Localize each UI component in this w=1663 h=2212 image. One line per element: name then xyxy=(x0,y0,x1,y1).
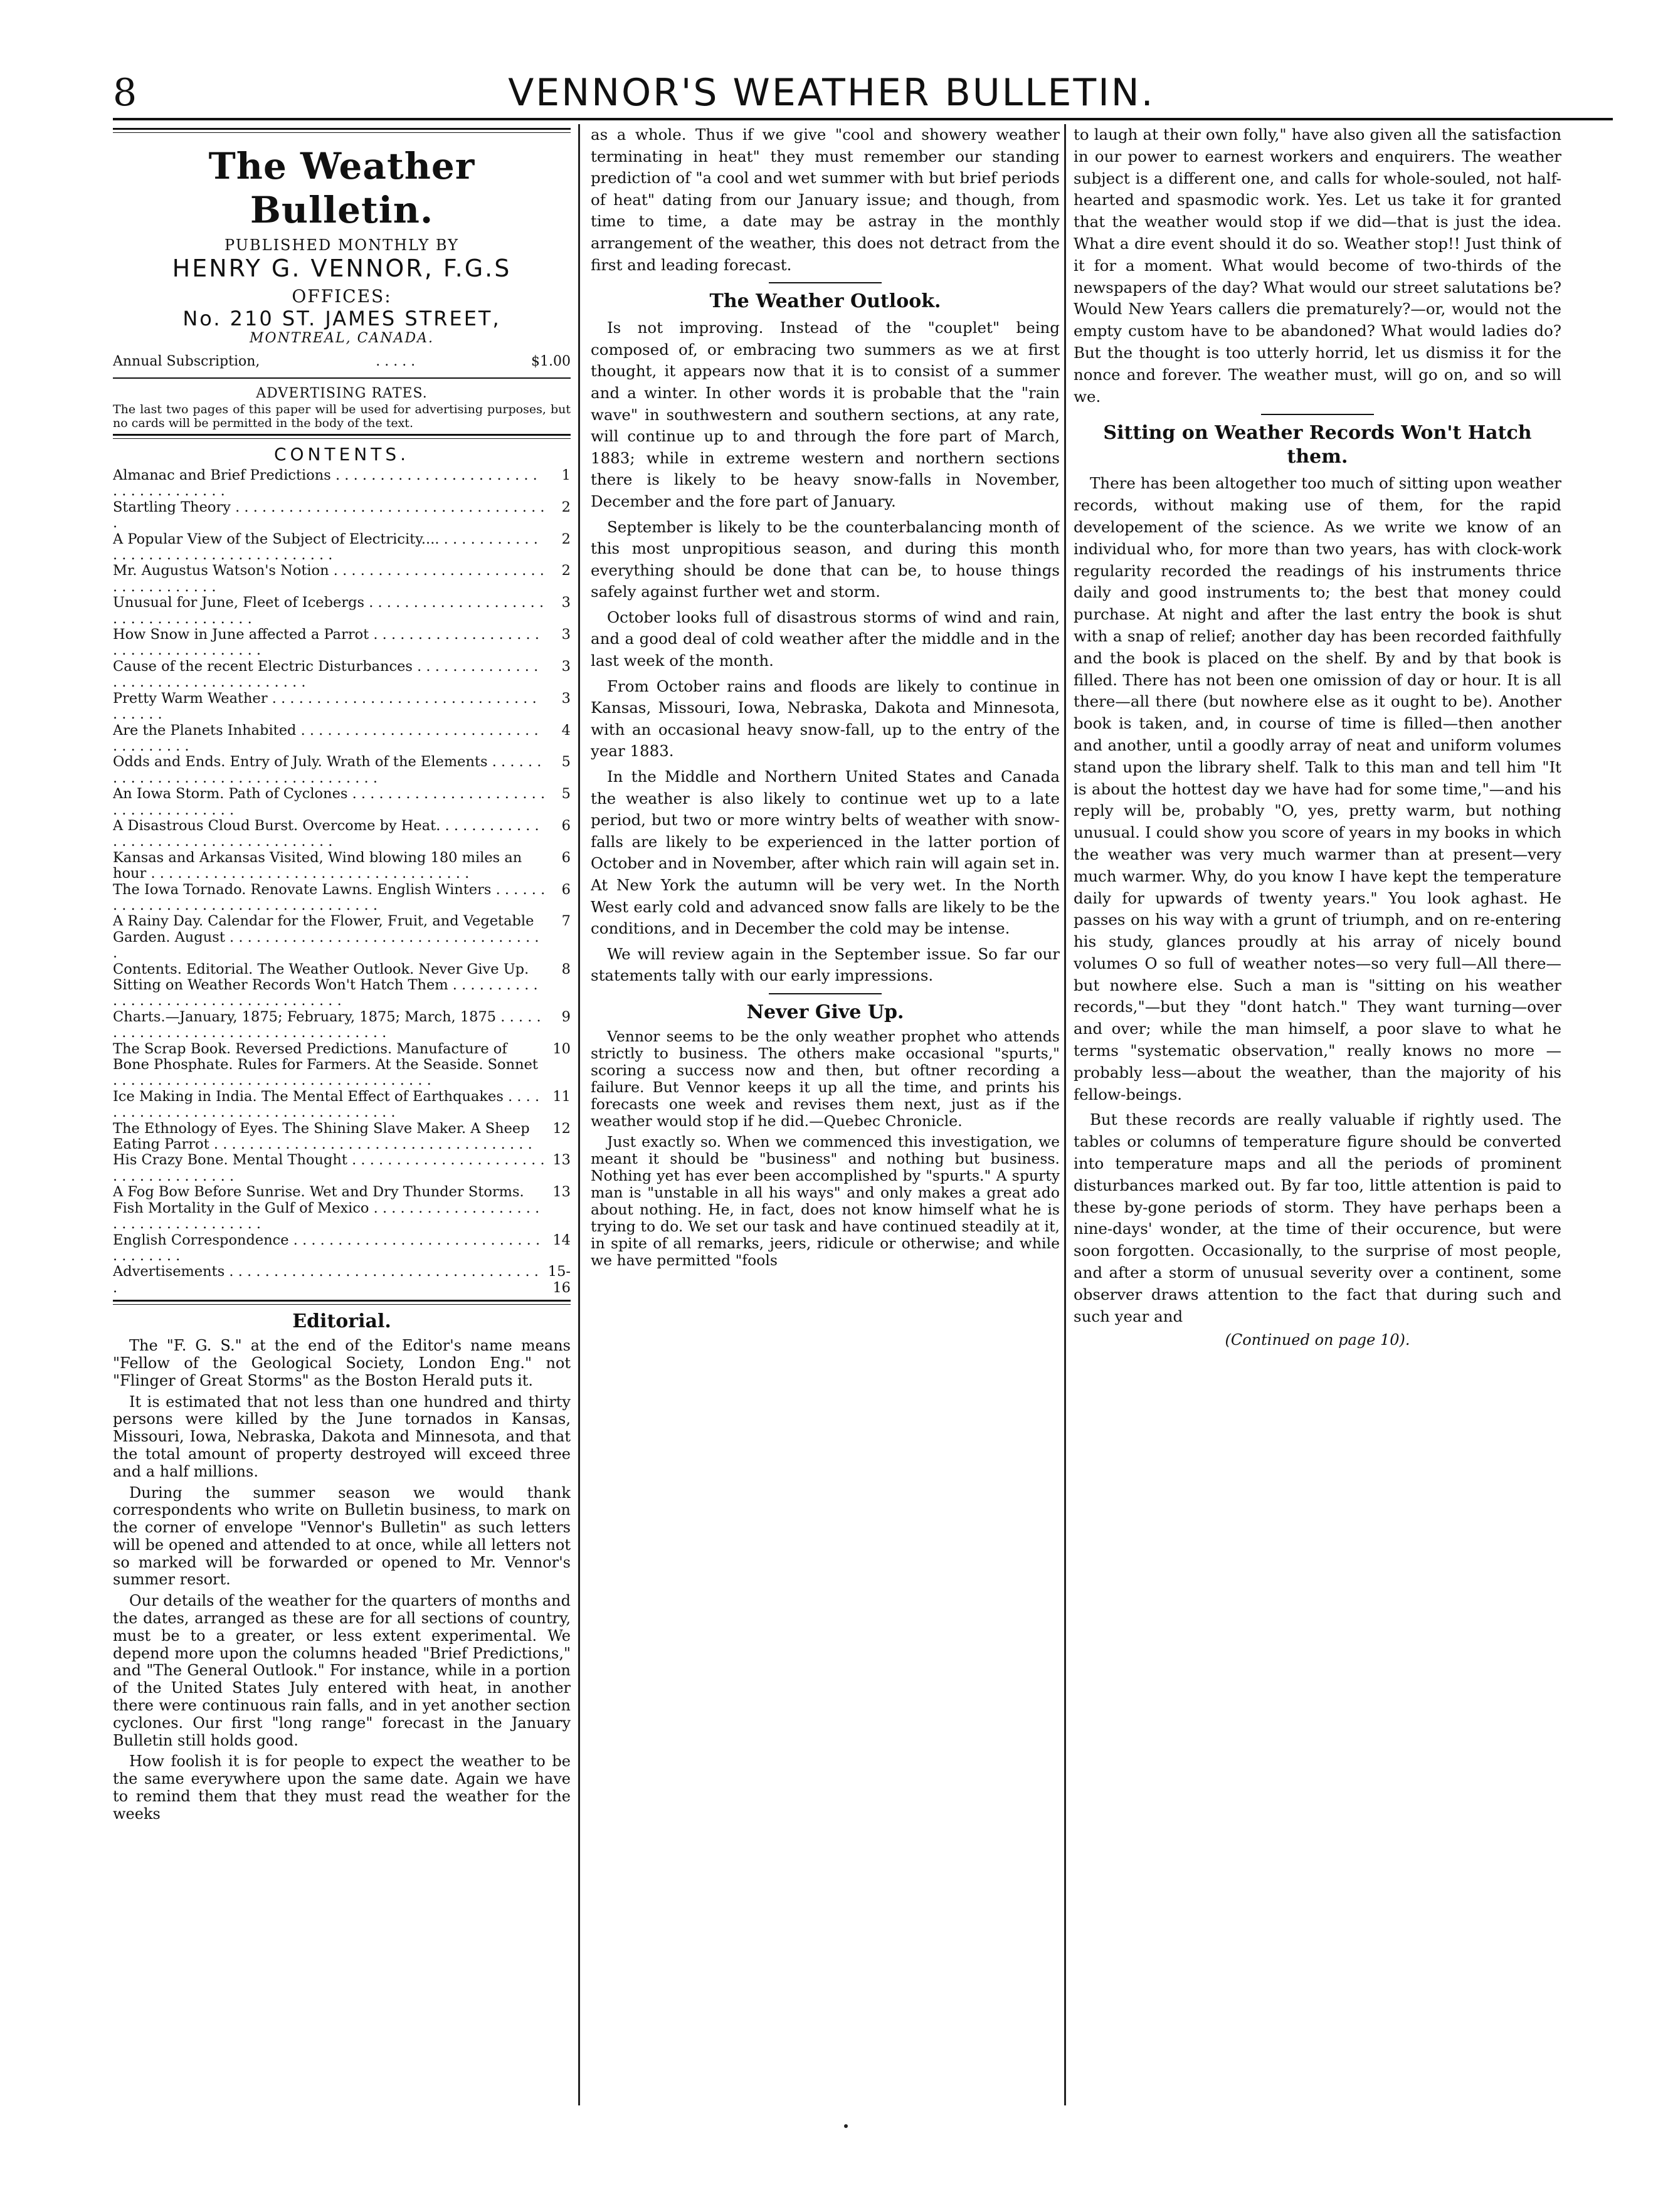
contents-item-page: 3 xyxy=(561,690,571,707)
subscription-price: $1.00 xyxy=(531,354,571,369)
masthead-title: The Weather Bulletin. xyxy=(208,145,475,231)
contents-item-page: 7 xyxy=(561,913,571,930)
rule xyxy=(769,282,882,283)
rule xyxy=(1261,414,1374,415)
published-by: PUBLISHED MONTHLY BY xyxy=(224,236,459,254)
contents-item-title: Mr. Augustus Watson's Notion . . . xyxy=(113,563,546,595)
carryover-paragraph: as a whole. Thus if we give "cool and showery weather terminating in heat" they must remember our standing prediction of "a cool and wet summer with but brief periods of heat" dating from our January issue; and though, from time to time, a date may be astray in the monthly arrangement of the weather, this does not detract from the first and leading forecast. xyxy=(591,125,1060,274)
contents-item-title: Pretty Warm Weather . . . xyxy=(113,691,546,723)
contents-item-title: Startling Theory . . . xyxy=(113,500,546,532)
subscription-dots: . . . . . xyxy=(376,354,416,369)
contents-item-page: 14 xyxy=(552,1231,571,1248)
contents-item-title: The Iowa Tornado. Renovate Lawns. English Winters . . . xyxy=(113,882,546,914)
header-rule xyxy=(113,118,1613,120)
contents-item-title: His Crazy Bone. Mental Thought . . . xyxy=(113,1152,546,1184)
contents-item-page: 5 xyxy=(561,754,571,771)
outlook-paragraph: Is not improving. Instead of the "couplet" being composed of, or embracing two summers as we at first thought, it appears now that it is to consist of a summer and a winter. In other words it is probable that the "rain wave" in southwestern and southern sections, at any rate, will continue up to and through the fore part of March, 1883; while in extreme western and northern sections there is likely to be heavy snow-falls in November, December and the fore part of January. xyxy=(591,319,1060,510)
continued-note: (Continued on page 10). xyxy=(1225,1331,1410,1349)
contents-item-page: 3 xyxy=(561,658,571,675)
contents-item xyxy=(113,627,571,659)
contents-item-page: 11 xyxy=(552,1088,571,1105)
outlook-paragraph: September is likely to be the counterbalancing month of this most unpropitious season, and during this month everything should be done that can be, to house things safely against further wet and storm. xyxy=(591,517,1060,601)
contents-item xyxy=(113,1089,571,1121)
contents-item-title: Contents. Editorial. The Weather Outlook. Never Give Up. Sitting on Weather Records Won't Hatch Them . . . xyxy=(113,962,546,1009)
contents-item xyxy=(113,786,571,818)
contents-item-page: 13 xyxy=(552,1184,571,1201)
contents-item-page: 3 xyxy=(561,594,571,611)
contents-item-title: A Fog Bow Before Sunrise. Wet and Dry Thunder Storms. Fish Mortality in the Gulf of Mexico . . . xyxy=(113,1184,546,1232)
contents-item xyxy=(113,1009,571,1041)
contents-item xyxy=(113,1041,571,1089)
contents-item xyxy=(113,532,571,564)
never-give-up-heading: Never Give Up. xyxy=(746,1001,904,1023)
contents-item xyxy=(113,691,571,723)
contents-item xyxy=(113,563,571,595)
advertising-text: The last two pages of this paper will be used for advertising purposes, but no cards will be permitted in the body of the text. xyxy=(113,403,571,430)
contents-item-title: Kansas and Arkansas Visited, Wind blowing 180 miles an hour . . . xyxy=(113,850,546,882)
contents-item-page: 3 xyxy=(561,626,571,643)
contents-item xyxy=(113,962,571,1009)
rule xyxy=(769,993,882,994)
contents-item-page: 2 xyxy=(561,498,571,515)
contents-item-page: 13 xyxy=(552,1152,571,1169)
column-rule-1 xyxy=(578,124,580,2105)
contents-item xyxy=(113,1184,571,1232)
sitting-paragraph: There has been altogether too much of sitting upon weather records, without making use of them, for the rapid developement of the science. As we write we know of an individual who, for more than two years, has with clock-work regularity recorded the readings of his instruments thrice daily and good instruments to; the best that money could purchase. At night and after the last entry the book is shut with a snap of relief; another day has been recorded faithfully and the book is placed on the shelf. By and by that book is filled. There has not been one omission of day or hour. It is all there—all there (but nowhere else as it ought to be). Another book is taken, and, in course of time is filled—then another and another, until a goodly array of neat and uniform volumes stand upon the library shelf. Talk to this man and tell him "It is about the hottest day we have had for some time,"—and his reply will be, probably "O, yes, pretty warm, but nothing unusual. I could show you score of years in my books in which the weather was very much warmer than at present—very much warmer. Why, do you know I have kept the temperature daily for upwards of twenty years." You look aghast. He passes on his way with a grunt of triumph, and on re-entering his study, glances proudly at his array of nicely bound volumes O so full of weather notes—so very full—All there—but nowhere else. Such a man is "sitting on his weather records,"—but they "dont hatch." They want turning—over and over; while the man himself, a poor slave to what he terms "systematic observation," really knows no more —probably less—about the weather, than the majority of his fellow-beings. xyxy=(1074,474,1561,1103)
carryover-paragraph: to laugh at their own folly," have also given all the satisfaction in our power to earnest workers and enquirers. The weather subject is a different one, and calls for whole-souled, not half-hearted and spasmodic work. Yes. Let us take it for granted that the weather would stop if we did—that is just the idea. What a dire event should it do so. Weather stop!! Just think of it for a moment. What would become of two-thirds of the newspapers of the day? What would our street salutations be? Would New Years callers die prematurely?—or, would not the empty custom have to be abandoned? What would ladies do? But the thought is too utterly horrid, let us dismiss it for the nonce and forever. The weather must, will go on, and so will we. xyxy=(1074,125,1561,406)
contents-heading: CONTENTS. xyxy=(273,444,410,465)
rule xyxy=(113,377,571,379)
contents-item-page: 5 xyxy=(561,786,571,803)
outlook-paragraph: In the Middle and Northern United States and Canada the weather is also likely to continue wet up to a late period, but two or more wintry belts of weather with snow-falls are likely to be experienced in the latter portion of October and in November, after which rain will again set in. At New York the autumn will be very wet. In the North West early cold and advanced snow falls are likely to be the conditions, and in December the cold may be intense. xyxy=(591,767,1060,938)
contents-item-page: 1 xyxy=(561,467,571,483)
editorial-paragraph: Our details of the weather for the quarters of months and the dates, arranged as these are for all sections of country, must be to a greater, or less extent experimental. We depend more upon the columns headed "Brief Predictions," and "The General Outlook." For instance, while in a portion of the United States July entered with heat, in another there were continuous rain falls, and in yet another section cyclones. Our first "long range" forecast in the January Bulletin still holds good. xyxy=(113,1592,571,1749)
rule xyxy=(113,1300,571,1305)
contents-item-title: An Iowa Storm. Path of Cyclones . . . xyxy=(113,786,546,818)
contents-list xyxy=(113,468,571,1296)
column-3 xyxy=(1074,124,1561,2115)
contents-item xyxy=(113,1233,571,1265)
office-city: MONTREAL, CANADA. xyxy=(250,330,434,346)
advertising-heading: ADVERTISING RATES. xyxy=(256,386,428,401)
contents-item xyxy=(113,914,571,961)
contents-item-title: A Rainy Day. Calendar for the Flower, Fruit, and Vegetable Garden. August . . . xyxy=(113,914,546,961)
contents-item-title: Are the Planets Inhabited . . . xyxy=(113,723,546,755)
page-number: 8 xyxy=(113,71,137,115)
editorial-paragraph: During the summer season we would thank correspondents who write on Bulletin business, to mark on the corner of envelope "Vennor's Bulletin" as such letters will be opened and attended to at once, while all letters not so marked will be forwarded or opened to Mr. Vennor's summer resort. xyxy=(113,1483,571,1589)
contents-item xyxy=(113,659,571,691)
contents-item-title: The Ethnology of Eyes. The Shining Slave Maker. A Sheep Eating Parrot . . . xyxy=(113,1121,546,1153)
never-give-up-body xyxy=(591,1028,1060,1269)
editorial-body xyxy=(113,1337,571,1823)
contents-item-page: 6 xyxy=(561,881,571,898)
contents-item-title: The Scrap Book. Reversed Predictions. Manufacture of Bone Phosphate. Rules for Farmers. At the Seaside. Sonnet . . . xyxy=(113,1041,546,1089)
sitting-body xyxy=(1074,473,1561,1327)
page-mark xyxy=(844,2124,848,2128)
outlook-paragraph: We will review again in the September issue. So far our statements tally with our early impressions. xyxy=(591,944,1060,985)
contents-item-title: Odds and Ends. Entry of July. Wrath of the Elements . . . xyxy=(113,754,546,786)
editorial-paragraph: The "F. G. S." at the end of the Editor's name means "Fellow of the Geological Society, London Eng." not "Flinger of Great Storms" as the Boston Herald puts it. xyxy=(113,1337,571,1389)
rule xyxy=(113,434,571,439)
contents-item-page: 8 xyxy=(561,961,571,977)
outlook-heading: The Weather Outlook. xyxy=(709,290,941,313)
contents-item-page: 10 xyxy=(552,1040,571,1057)
editorial-paragraph: How foolish it is for people to expect the weather to be the same everywhere upon the same date. Again we have to remind them that they must read the weather for the weeks xyxy=(113,1752,571,1823)
running-head: VENNOR'S WEATHER BULLETIN. xyxy=(508,71,1155,115)
contents-item xyxy=(113,723,571,755)
contents-item xyxy=(113,595,571,627)
never-give-up-paragraph: Vennor seems to be the only weather prophet who attends strictly to business. The others make occasional "spurts," scoring a success now and then, but oftner recording a failure. But Vennor keeps it up all the time, and prints his forecasts one week and revises them next, just as if the weather would stop if he did.—Quebec Chronicle. xyxy=(591,1027,1060,1130)
column-1 xyxy=(113,124,571,2115)
publisher-name: HENRY G. VENNOR, F.G.S xyxy=(172,255,512,282)
contents-item-title: How Snow in June affected a Parrot . . . xyxy=(113,627,546,659)
contents-item xyxy=(113,1264,571,1296)
contents-item-title: A Popular View of the Subject of Electricity.... . . . xyxy=(113,532,546,564)
contents-item-page: 9 xyxy=(561,1008,571,1025)
contents-item-title: A Disastrous Cloud Burst. Overcome by Heat. . . . xyxy=(113,818,546,850)
contents-item-page: 4 xyxy=(561,722,571,739)
column-rule-2 xyxy=(1064,124,1066,2105)
subscription-label: Annual Subscription, xyxy=(113,354,260,369)
contents-item-title: Advertisements . . . xyxy=(113,1264,546,1296)
contents-item-title: Almanac and Brief Predictions . . . xyxy=(113,468,546,500)
editorial-paragraph: It is estimated that not less than one hundred and thirty persons were killed by the June tornados in Kansas, Missouri, Iowa, Nebraska, Dakota and Minnesota, and that the total amount of property destroyed will exceed three and a half millions. xyxy=(113,1393,571,1480)
contents-item-page: 12 xyxy=(552,1120,571,1137)
contents-item-page: 2 xyxy=(561,562,571,579)
editorial-heading: Editorial. xyxy=(292,1310,391,1333)
column-2 xyxy=(591,124,1060,2115)
contents-item-page: 2 xyxy=(561,530,571,547)
contents-item-title: Cause of the recent Electric Disturbances . . . xyxy=(113,659,546,691)
subscription-line xyxy=(113,352,571,371)
contents-item xyxy=(113,818,571,850)
contents-item xyxy=(113,882,571,914)
contents-item xyxy=(113,468,571,500)
never-give-up-paragraph: Just exactly so. When we commenced this investigation, we meant it should be "business" and nothing but business. Nothing yet has ever been accomplished by "spurts." A spurty man is "unstable in all his ways" and only makes a great ado about nothing. He, in fact, does not know himself what he is trying to do. We set our task and have continued steadily at it, in spite of all remarks, jeers, ridicule or otherwise; and while we have permitted "fools xyxy=(591,1132,1060,1269)
sitting-heading: Sitting on Weather Records Won't Hatch them. xyxy=(1103,422,1532,468)
sitting-paragraph: But these records are really valuable if rightly used. The tables or columns of temperature figure should be converted into temperature maps and all the periods of prominent disturbances marked out. By far too, little attention is paid to these by-gone periods of storm. They have perhaps been a nine-days' wonder, at the time of their occurence, but were soon forgotten. Occasionally, to the surprise of most people, and after a storm of unusual severity over a continent, some observer draws attention to the fact that during such and such year and xyxy=(1074,1110,1561,1325)
contents-item-page: 15-16 xyxy=(547,1263,571,1296)
contents-item xyxy=(113,1121,571,1153)
outlook-paragraph: October looks full of disastrous storms of wind and rain, and a good deal of cold weather after the middle and in the last week of the month. xyxy=(591,608,1060,670)
contents-item xyxy=(113,1152,571,1184)
contents-item xyxy=(113,754,571,786)
contents-item-title: Unusual for June, Fleet of Icebergs . . . xyxy=(113,595,546,627)
office-address: No. 210 ST. JAMES STREET, xyxy=(182,307,501,330)
offices-label: OFFICES: xyxy=(292,286,392,307)
contents-item xyxy=(113,500,571,532)
contents-item-title: English Correspondence . . . xyxy=(113,1233,546,1265)
contents-item-title: Charts.—January, 1875; February, 1875; March, 1875 . . . xyxy=(113,1009,546,1041)
contents-item-title: Ice Making in India. The Mental Effect of Earthquakes . . . xyxy=(113,1089,546,1121)
contents-item xyxy=(113,850,571,882)
contents-item-page: 6 xyxy=(561,817,571,834)
contents-item-page: 6 xyxy=(561,849,571,866)
outlook-body xyxy=(591,317,1060,987)
masthead-rule xyxy=(113,128,571,133)
outlook-paragraph: From October rains and floods are likely to continue in Kansas, Missouri, Iowa, Nebraska, Dakota and Minnesota, with an occasional heavy snow-fall, up to the entry of the year 1883. xyxy=(591,677,1060,761)
